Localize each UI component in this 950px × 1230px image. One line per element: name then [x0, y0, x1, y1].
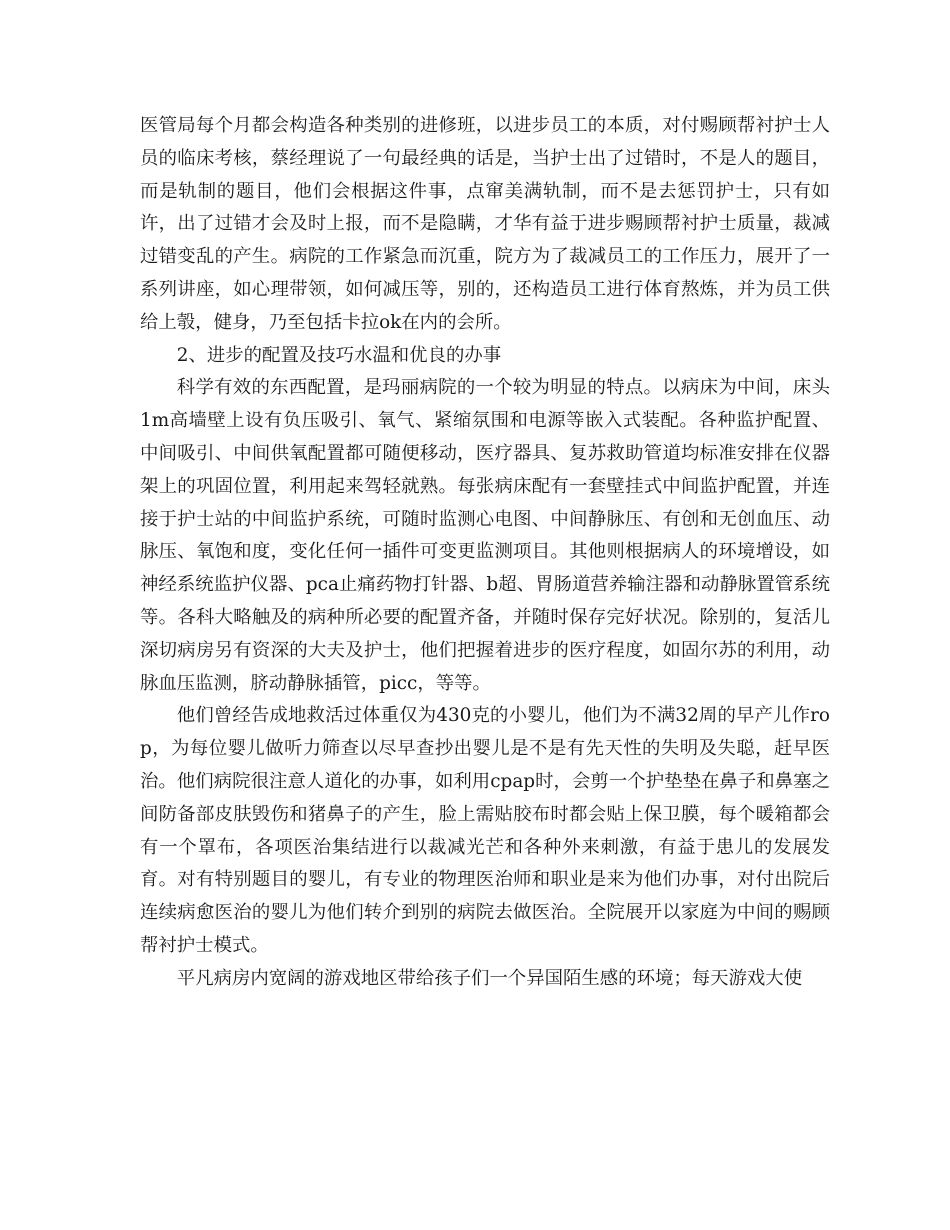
paragraph-1: 医管局每个月都会构造各种类别的进修班，以进步员工的本质，对付赐顾帮衬护士人员的临床考核，蔡经理说了一句最经典的话是，当护士出了过错时，不是人的题目，而是轨制的题目，他们会根据这件事，点窜美满轨制，而不是去惩罚护士，只有如许，出了过错才会及时上报，而不是隐瞒，才华有益于进步赐顾帮衬护士质量，裁减过错变乱的产生。病院的工作紧急而沉重，院方为了裁减员工的工作压力，展开了一系列讲座，如心理带领，如何减压等，别的，还构造员工进行体育熬炼，并为员工供给上彀，健身，乃至包括卡拉ok在内的会所。 — [140, 115, 830, 333]
paragraph-4: 平凡病房内宽阔的游戏地区带给孩子们一个异国陌生感的环境；每天游戏大使 — [176, 967, 803, 989]
section-heading-2: 2、进步的配置及技巧水温和优良的办事 — [176, 344, 502, 366]
paragraph-3: 他们曾经告成地救活过体重仅为430克的小婴儿，他们为不满32周的早产儿作rop，为每位婴儿做听力筛查以尽早查抄出婴儿是不是有先天性的失明及失聪，赶早医治。他们病院很注意人道化的办事，如利用cpap时，会剪一个护垫垫在鼻子和鼻塞之间防备部皮肤毁伤和猪鼻子的产生，脸上需贴胶布时都会贴上保卫膜，每个暖箱都会有一个罩布，各项医治集结进行以裁减光芒和各种外来刺激，有益于患儿的发展发育。对有特别题目的婴儿，有专业的物理医治师和职业是来为他们办事，对付出院后连续病愈医治的婴儿为他们转介到别的病院去做医治。全院展开以家庭为中间的赐顾帮衬护士模式。 — [140, 705, 830, 956]
document-body — [140, 110, 830, 996]
paragraph-2: 科学有效的东西配置，是玛丽病院的一个较为明显的特点。以病床为中间，床头1m高墙壁上设有负压吸引、氧气、紧缩氛围和电源等嵌入式装配。各种监护配置、中间吸引、中间供氧配置都可随便移动，医疗器具、复苏救助管道均标准安排在仪器架上的巩固位置，利用起来驾轻就熟。每张病床配有一套壁挂式中间监护配置，并连接于护士站的中间监护系统，可随时监测心电图、中间静脉压、有创和无创血压、动脉压、氧饱和度，变化任何一插件可变更监测项目。其他则根据病人的环境增设，如神经系统监护仪器、pca止痛药物打针器、b超、胃肠道营养输注器和动静脉置管系统等。各科大略触及的病种所必要的配置齐备，并随时保存完好状况。除别的，复活儿深切病房另有资深的大夫及护士，他们把握着进步的医疗程度，如固尔苏的利用，动脉血压监测，脐动静脉插管，picc，等等。 — [140, 377, 830, 694]
